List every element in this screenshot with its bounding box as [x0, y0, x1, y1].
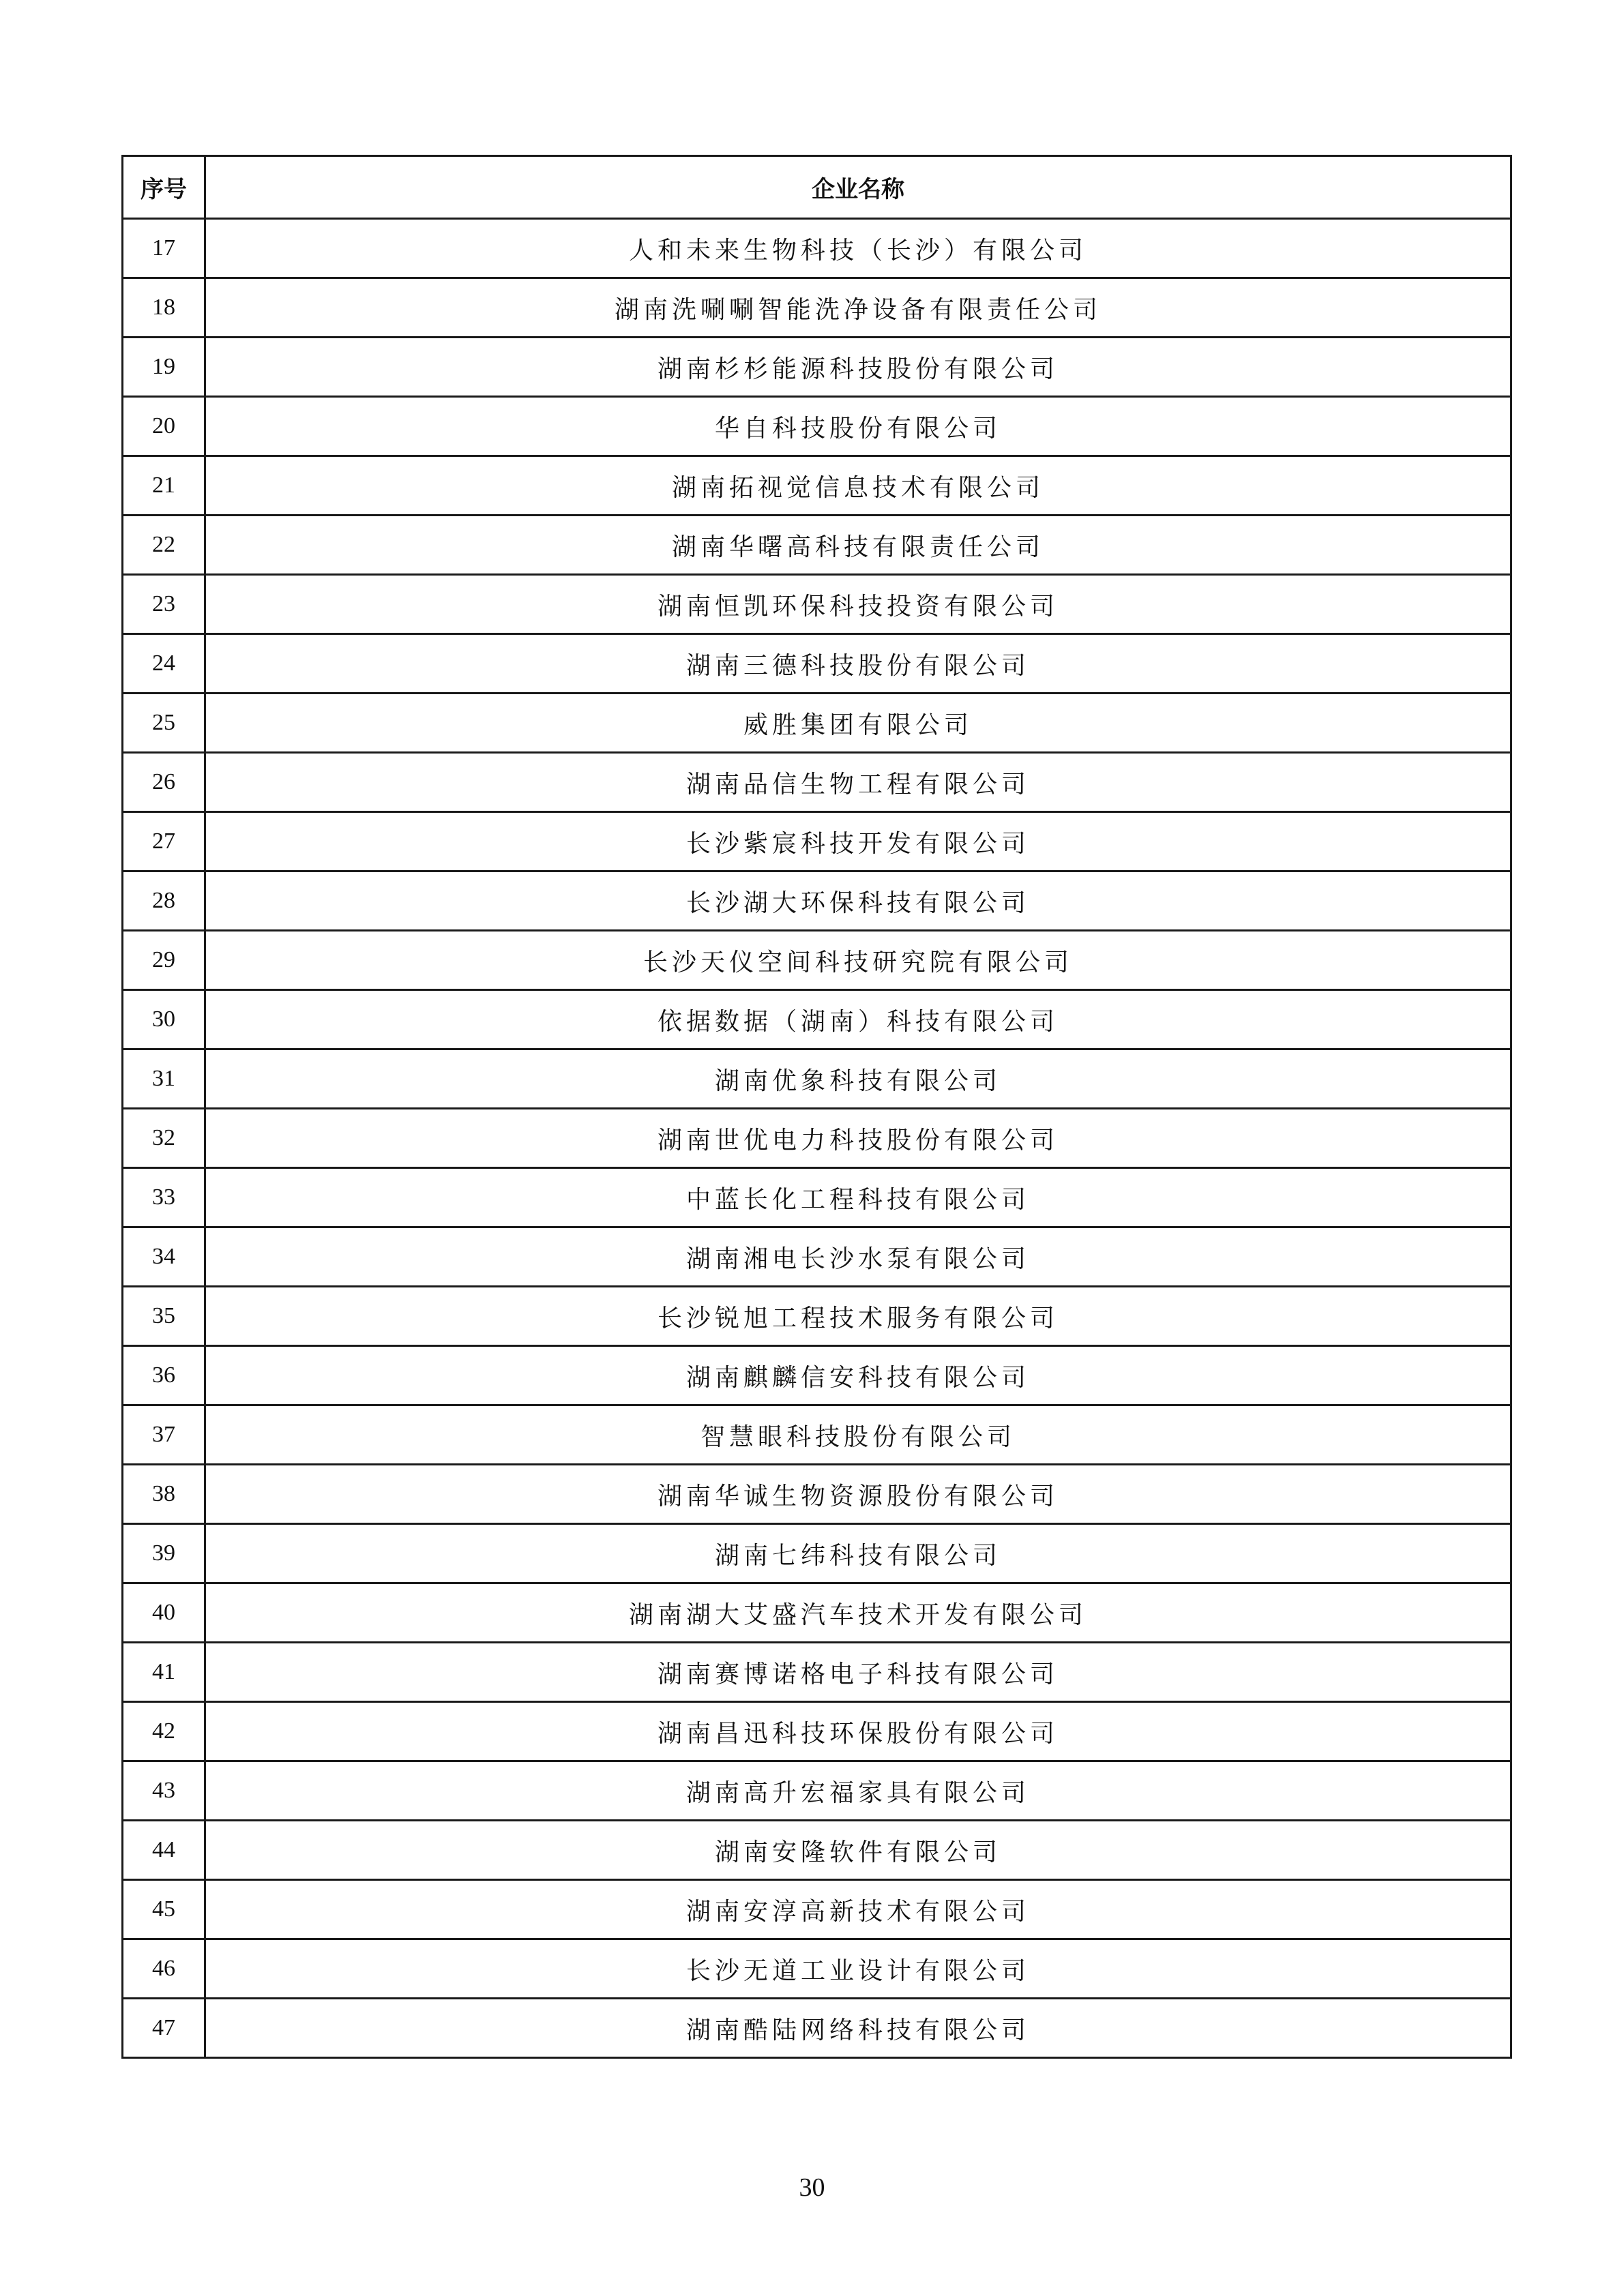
page-number: 30	[799, 2173, 825, 2202]
row-index: 22	[123, 516, 205, 575]
table-row	[123, 1109, 1511, 1168]
table-row	[123, 219, 1511, 278]
row-company-name: 湖南世优电力科技股份有限公司	[205, 1109, 1511, 1168]
table-row	[123, 871, 1511, 931]
row-index: 33	[123, 1168, 205, 1227]
row-index: 27	[123, 812, 205, 871]
row-company-name: 湖南优象科技有限公司	[205, 1049, 1511, 1109]
row-company-name: 人和未来生物科技（长沙）有限公司	[205, 219, 1511, 278]
row-index: 38	[123, 1465, 205, 1524]
table-row	[123, 1465, 1511, 1524]
row-index: 42	[123, 1702, 205, 1761]
row-index: 28	[123, 871, 205, 931]
row-company-name: 湖南赛博诺格电子科技有限公司	[205, 1643, 1511, 1702]
table-row	[123, 1880, 1511, 1939]
row-company-name: 湖南酷陆网络科技有限公司	[205, 1999, 1511, 2058]
row-index: 21	[123, 456, 205, 516]
table-row	[123, 1287, 1511, 1346]
row-company-name: 华自科技股份有限公司	[205, 397, 1511, 456]
company-table-container	[121, 155, 1510, 2059]
row-company-name: 湖南三德科技股份有限公司	[205, 634, 1511, 694]
table-row	[123, 278, 1511, 338]
row-index: 30	[123, 990, 205, 1049]
row-company-name: 湖南华诚生物资源股份有限公司	[205, 1465, 1511, 1524]
row-index: 26	[123, 753, 205, 812]
row-company-name: 依据数据（湖南）科技有限公司	[205, 990, 1511, 1049]
table-row	[123, 1168, 1511, 1227]
company-table	[121, 155, 1512, 2059]
row-company-name: 湖南湖大艾盛汽车技术开发有限公司	[205, 1583, 1511, 1643]
row-index: 36	[123, 1346, 205, 1405]
row-company-name: 湖南拓视觉信息技术有限公司	[205, 456, 1511, 516]
row-index: 24	[123, 634, 205, 694]
row-company-name: 湖南七纬科技有限公司	[205, 1524, 1511, 1583]
row-index: 39	[123, 1524, 205, 1583]
row-company-name: 长沙天仪空间科技研究院有限公司	[205, 931, 1511, 990]
table-row	[123, 516, 1511, 575]
row-company-name: 湖南恒凯环保科技投资有限公司	[205, 575, 1511, 634]
table-row	[123, 1049, 1511, 1109]
table-row	[123, 1821, 1511, 1880]
row-index: 34	[123, 1227, 205, 1287]
table-row	[123, 634, 1511, 694]
table-row	[123, 1524, 1511, 1583]
header-company-name: 企业名称	[205, 156, 1511, 219]
row-index: 43	[123, 1761, 205, 1821]
table-row	[123, 397, 1511, 456]
row-company-name: 湖南高升宏福家具有限公司	[205, 1761, 1511, 1821]
table-row	[123, 1939, 1511, 1999]
row-index: 25	[123, 694, 205, 753]
row-index: 18	[123, 278, 205, 338]
row-company-name: 中蓝长化工程科技有限公司	[205, 1168, 1511, 1227]
row-company-name: 长沙紫宸科技开发有限公司	[205, 812, 1511, 871]
table-row	[123, 931, 1511, 990]
row-company-name: 湖南湘电长沙水泵有限公司	[205, 1227, 1511, 1287]
table-row	[123, 1761, 1511, 1821]
row-index: 17	[123, 219, 205, 278]
table-row	[123, 338, 1511, 397]
table-row	[123, 1227, 1511, 1287]
row-index: 31	[123, 1049, 205, 1109]
row-company-name: 智慧眼科技股份有限公司	[205, 1405, 1511, 1465]
row-index: 20	[123, 397, 205, 456]
row-company-name: 长沙锐旭工程技术服务有限公司	[205, 1287, 1511, 1346]
row-index: 35	[123, 1287, 205, 1346]
table-row	[123, 1405, 1511, 1465]
row-index: 47	[123, 1999, 205, 2058]
row-company-name: 湖南杉杉能源科技股份有限公司	[205, 338, 1511, 397]
row-company-name: 湖南安淳高新技术有限公司	[205, 1880, 1511, 1939]
row-index: 45	[123, 1880, 205, 1939]
table-row	[123, 1346, 1511, 1405]
row-company-name: 湖南华曙高科技有限责任公司	[205, 516, 1511, 575]
table-header-row	[123, 156, 1511, 219]
table-row	[123, 1702, 1511, 1761]
row-company-name: 威胜集团有限公司	[205, 694, 1511, 753]
row-company-name: 湖南安隆软件有限公司	[205, 1821, 1511, 1880]
table-body	[123, 219, 1511, 2058]
header-index: 序号	[123, 156, 205, 219]
row-company-name: 湖南品信生物工程有限公司	[205, 753, 1511, 812]
row-index: 32	[123, 1109, 205, 1168]
table-row	[123, 812, 1511, 871]
row-index: 44	[123, 1821, 205, 1880]
table-row	[123, 1999, 1511, 2058]
row-index: 29	[123, 931, 205, 990]
row-index: 46	[123, 1939, 205, 1999]
row-company-name: 湖南麒麟信安科技有限公司	[205, 1346, 1511, 1405]
table-row	[123, 456, 1511, 516]
row-company-name: 湖南洗唰唰智能洗净设备有限责任公司	[205, 278, 1511, 338]
table-row	[123, 1583, 1511, 1643]
row-company-name: 长沙无道工业设计有限公司	[205, 1939, 1511, 1999]
row-company-name: 长沙湖大环保科技有限公司	[205, 871, 1511, 931]
row-index: 41	[123, 1643, 205, 1702]
table-row	[123, 575, 1511, 634]
row-index: 40	[123, 1583, 205, 1643]
row-index: 23	[123, 575, 205, 634]
row-index: 19	[123, 338, 205, 397]
table-row	[123, 694, 1511, 753]
table-row	[123, 753, 1511, 812]
table-row	[123, 990, 1511, 1049]
table-row	[123, 1643, 1511, 1702]
row-company-name: 湖南昌迅科技环保股份有限公司	[205, 1702, 1511, 1761]
row-index: 37	[123, 1405, 205, 1465]
